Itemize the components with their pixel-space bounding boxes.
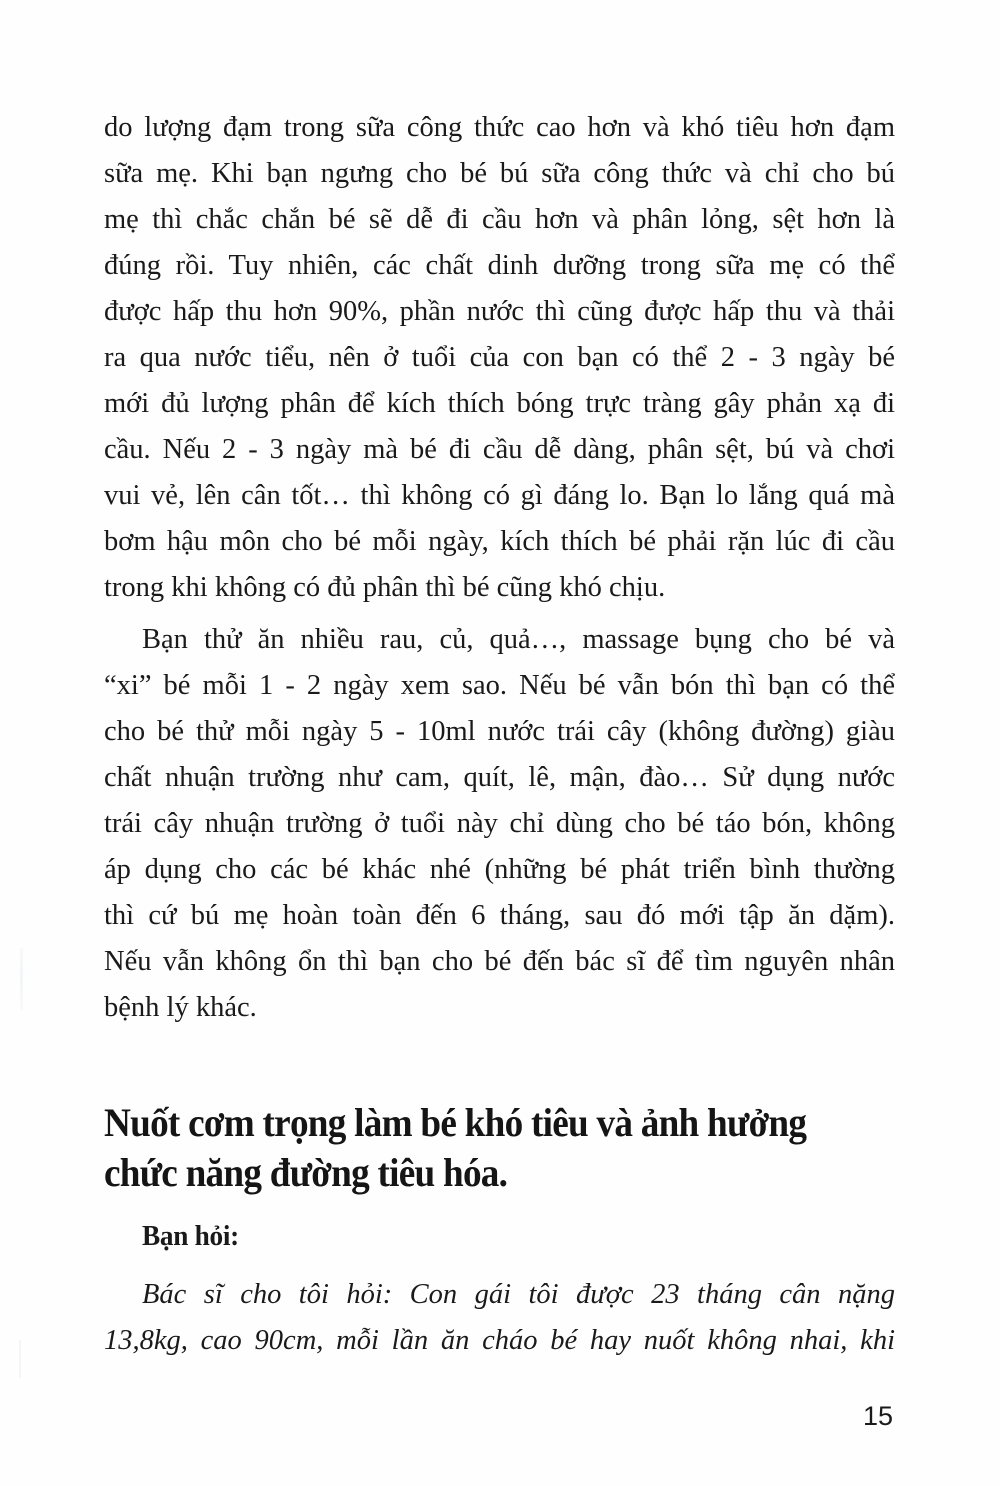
text-line: đúng rồi. Tuy nhiên, các chất dinh dưỡng trong sữa mẹ có thể xyxy=(104,250,895,281)
question-paragraph xyxy=(104,1272,895,1364)
text-line: chất nhuận trường như cam, quít, lê, mận, đào… Sử dụng nước xyxy=(104,762,895,793)
text-line: cho bé thử mỗi ngày 5 - 10ml nước trái cây (không đường) giàu xyxy=(104,716,895,747)
text-line: trong khi không có đủ phân thì bé cũng khó chịu. xyxy=(104,572,666,603)
text-line: mới đủ lượng phân để kích thích bóng trực tràng gây phản xạ đi xyxy=(104,388,895,419)
text-line: ra qua nước tiểu, nên ở tuổi của con bạn có thể 2 - 3 ngày bé xyxy=(104,342,895,373)
text-line: Bác sĩ cho tôi hỏi: Con gái tôi được 23 tháng cân nặng xyxy=(142,1279,895,1310)
text-line: Nếu vẫn không ổn thì bạn cho bé đến bác sĩ để tìm nguyên nhân xyxy=(104,946,895,977)
text-line: trái cây nhuận trường ở tuổi này chỉ dùng cho bé táo bón, không xyxy=(104,808,895,839)
text-line: vui vẻ, lên cân tốt… thì không có gì đáng lo. Bạn lo lắng quá mà xyxy=(104,480,895,511)
text-line: thì cứ bú mẹ hoàn toàn đến 6 tháng, sau đó mới tập ăn dặm). xyxy=(104,900,895,931)
section-heading xyxy=(104,1098,895,1198)
paragraph-constipation-explanation xyxy=(104,105,895,611)
text-line: mẹ thì chắc chắn bé sẽ dễ đi cầu hơn và phân lỏng, sệt hơn là xyxy=(104,204,895,235)
text-line: bơm hậu môn cho bé mỗi ngày, kích thích bé phải rặn lúc đi cầu xyxy=(104,526,895,557)
paragraph-advice xyxy=(104,617,895,1031)
text-line: cầu. Nếu 2 - 3 ngày mà bé đi cầu dễ dàng, phân sệt, bú và chơi xyxy=(104,434,895,465)
text-line: sữa mẹ. Khi bạn ngưng cho bé bú sữa công thức và chỉ cho bú xyxy=(104,158,895,189)
text-line: bệnh lý khác. xyxy=(104,992,257,1023)
heading-line: Nuốt cơm trọng làm bé khó tiêu và ảnh hưởng xyxy=(104,1100,807,1145)
question-label: Bạn hỏi: xyxy=(142,1220,239,1252)
text-line: được hấp thu hơn 90%, phần nước thì cũng được hấp thu và thải xyxy=(104,296,895,327)
page-number: 15 xyxy=(863,1401,894,1431)
text-line: 13,8kg, cao 90cm, mỗi lần ăn cháo bé hay nuốt không nhai, khi xyxy=(104,1325,895,1356)
text-line: “xi” bé mỗi 1 - 2 ngày xem sao. Nếu bé vẫn bón thì bạn có thể xyxy=(104,670,895,701)
text-line: Bạn thử ăn nhiều rau, củ, quả…, massage bụng cho bé và xyxy=(142,624,895,655)
scan-artifact xyxy=(19,1340,21,1378)
scan-artifact xyxy=(20,948,23,1010)
text-line: do lượng đạm trong sữa công thức cao hơn và khó tiêu hơn đạm xyxy=(104,112,895,143)
heading-line: chức năng đường tiêu hóa. xyxy=(104,1150,508,1195)
text-line: áp dụng cho các bé khác nhé (những bé phát triển bình thường xyxy=(104,854,895,885)
